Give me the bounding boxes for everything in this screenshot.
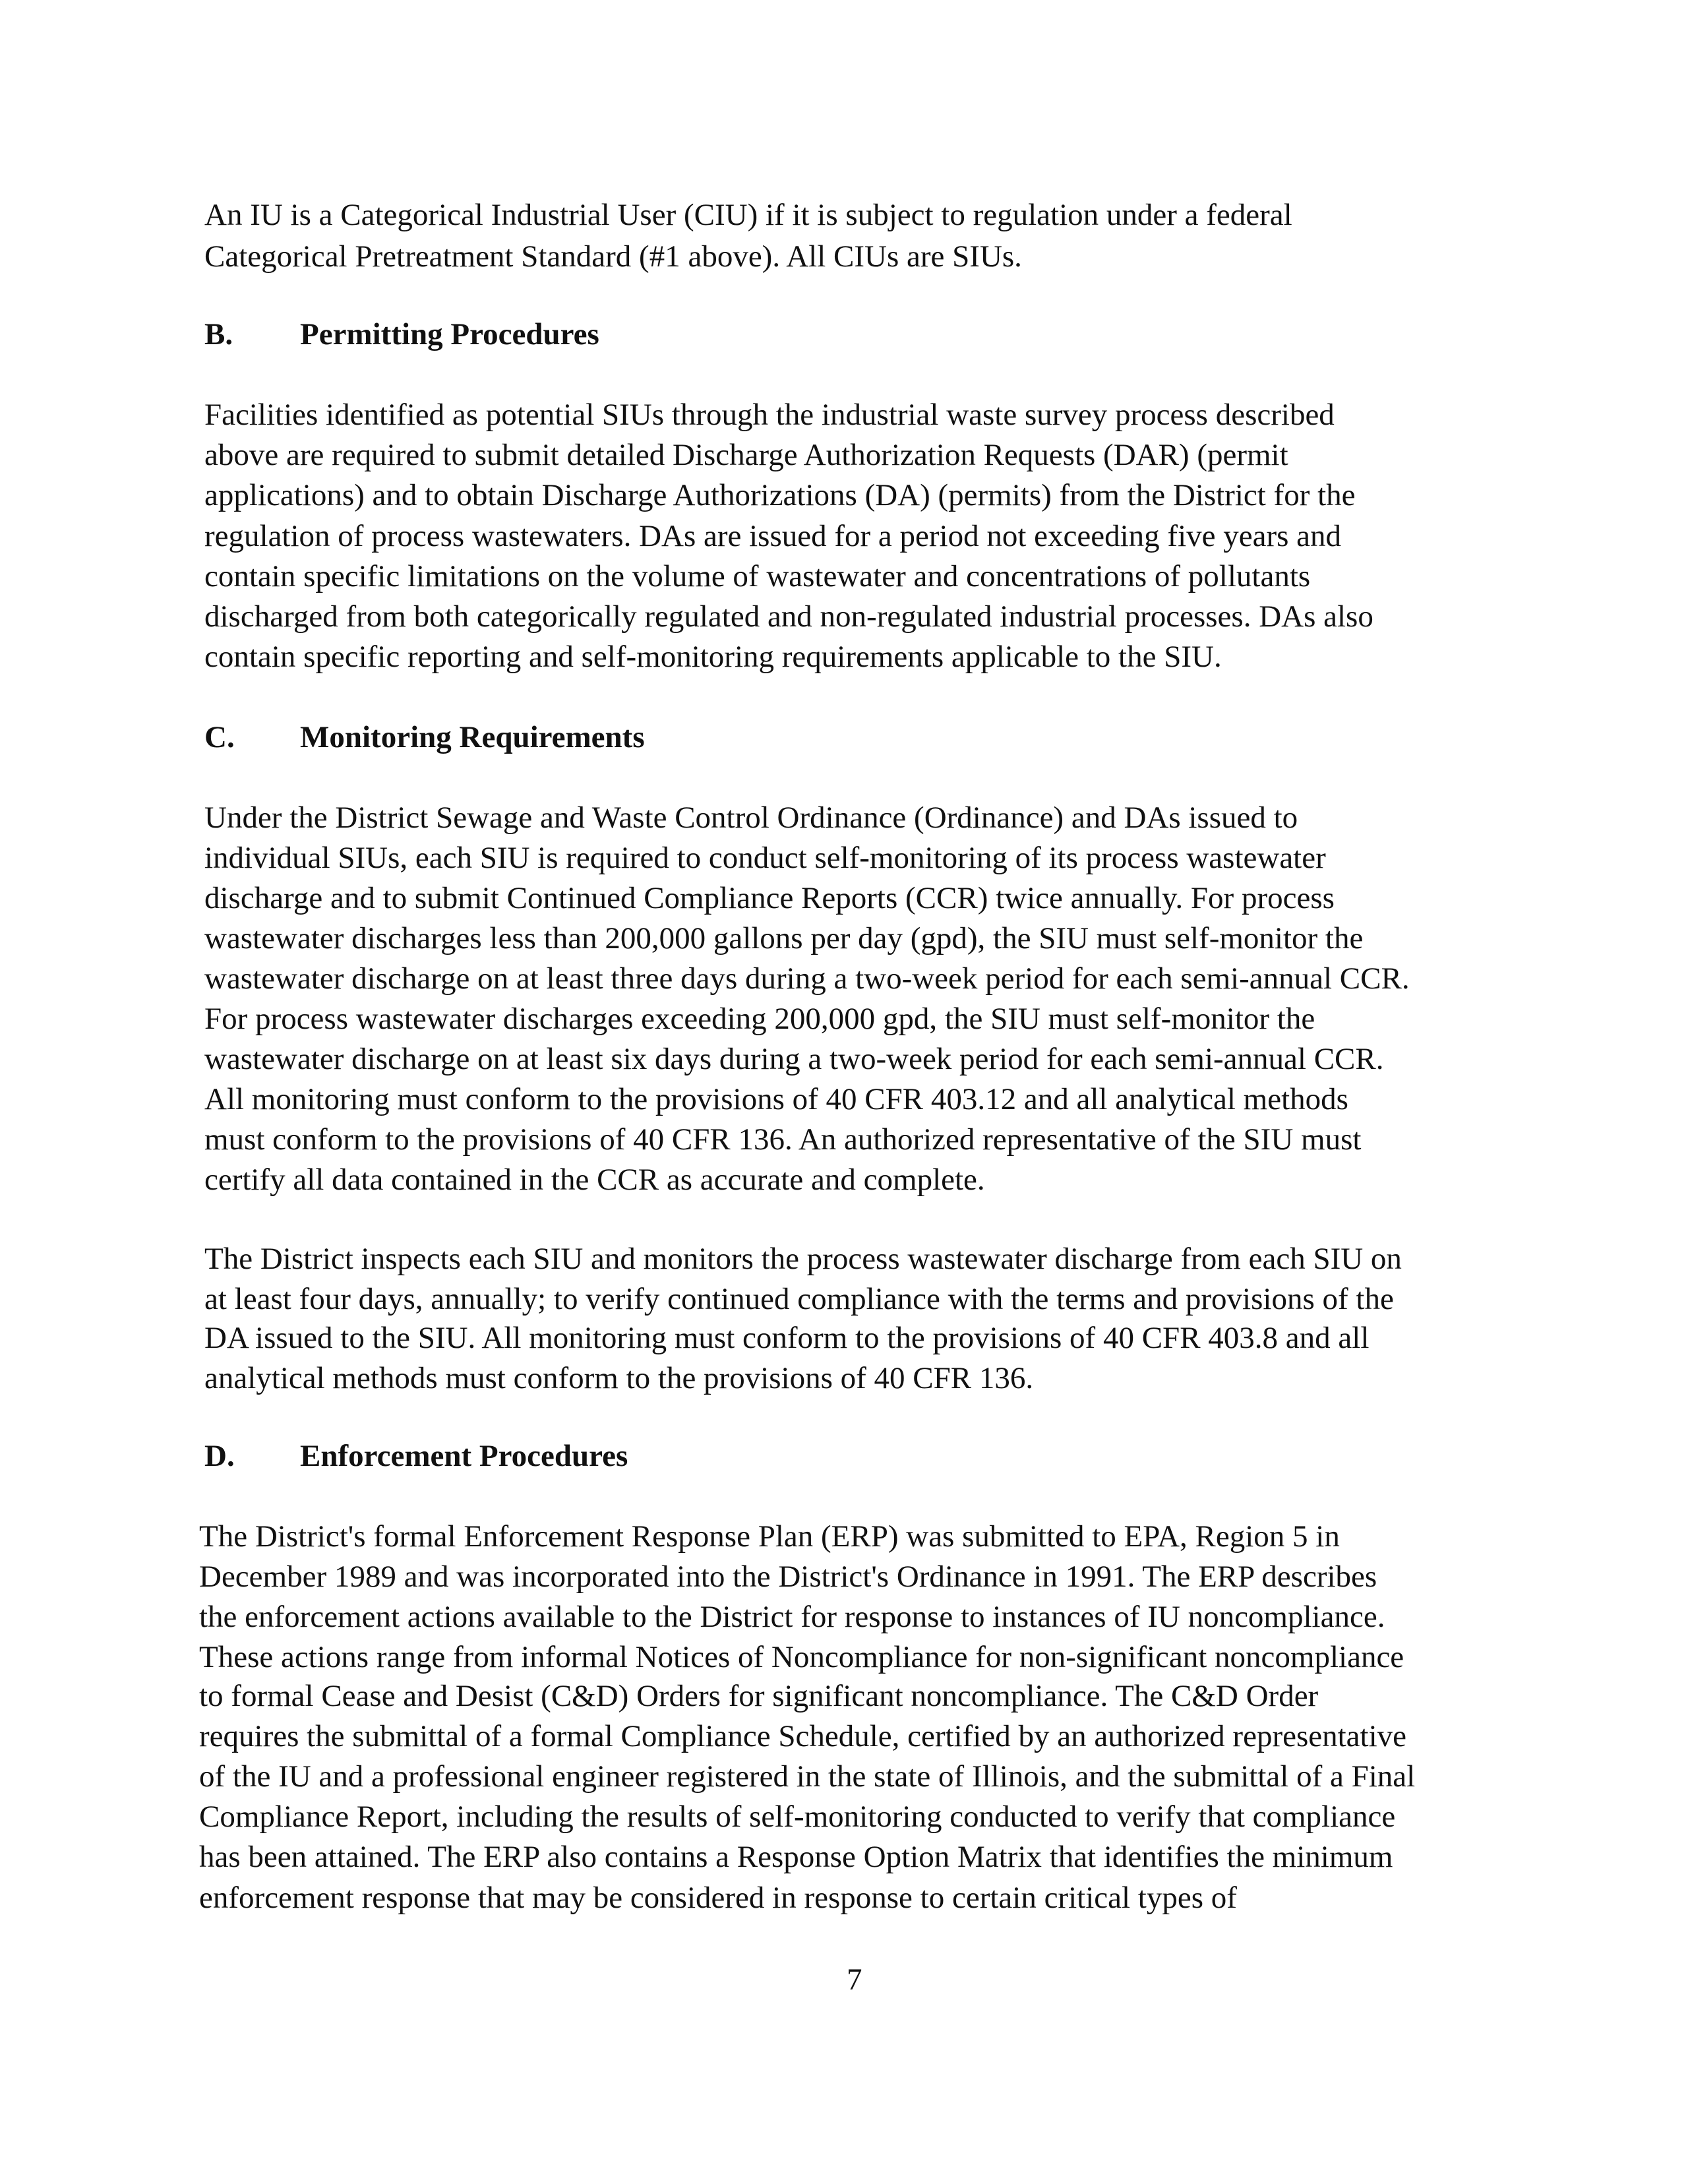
page-number: 7 <box>847 1962 862 1997</box>
text-line: regulation of process wastewaters. DAs are issued for a period not exceeding five years and <box>204 519 1342 553</box>
text-line: wastewater discharge on at least six days during a two-week period for each semi-annual CCR. <box>204 1042 1384 1076</box>
section-letter: B. <box>204 317 233 351</box>
section-heading: Enforcement Procedures <box>300 1439 628 1473</box>
text-line: analytical methods must conform to the provisions of 40 CFR 136. <box>204 1361 1034 1395</box>
text-line: requires the submittal of a formal Compliance Schedule, certified by an authorized representative <box>199 1719 1407 1753</box>
section-heading: Permitting Procedures <box>300 317 599 351</box>
text-line: at least four days, annually; to verify continued compliance with the terms and provisions of the <box>204 1282 1394 1316</box>
text-line: to formal Cease and Desist (C&D) Orders for significant noncompliance. The C&D Order <box>199 1679 1319 1713</box>
text-line: above are required to submit detailed Discharge Authorization Requests (DAR) (permit <box>204 438 1288 472</box>
text-line: Under the District Sewage and Waste Control Ordinance (Ordinance) and DAs issued to <box>204 801 1298 835</box>
text-line: discharged from both categorically regulated and non-regulated industrial processes. DAs also <box>204 599 1373 634</box>
text-line: enforcement response that may be considered in response to certain critical types of <box>199 1881 1237 1915</box>
text-line: contain specific limitations on the volume of wastewater and concentrations of pollutants <box>204 559 1311 593</box>
text-line: All monitoring must conform to the provisions of 40 CFR 403.12 and all analytical methods <box>204 1082 1348 1116</box>
text-line: An IU is a Categorical Industrial User (CIU) if it is subject to regulation under a federal <box>204 198 1292 232</box>
section-heading: Monitoring Requirements <box>300 720 645 754</box>
text-line: The District's formal Enforcement Response Plan (ERP) was submitted to EPA, Region 5 in <box>199 1519 1340 1554</box>
text-line: The District inspects each SIU and monitors the process wastewater discharge from each SIU on <box>204 1242 1402 1276</box>
section-letter: C. <box>204 720 235 754</box>
text-line: contain specific reporting and self-monitoring requirements applicable to the SIU. <box>204 640 1222 674</box>
text-line: DA issued to the SIU. All monitoring must conform to the provisions of 40 CFR 403.8 and all <box>204 1321 1370 1355</box>
text-line: the enforcement actions available to the District for response to instances of IU noncompliance. <box>199 1600 1385 1634</box>
text-line: has been attained. The ERP also contains a Response Option Matrix that identifies the minimum <box>199 1840 1393 1874</box>
text-line: individual SIUs, each SIU is required to conduct self-monitoring of its process wastewater <box>204 841 1326 875</box>
text-line: These actions range from informal Notices of Noncompliance for non-significant noncompliance <box>199 1640 1404 1674</box>
text-line: Categorical Pretreatment Standard (#1 above). All CIUs are SIUs. <box>204 239 1022 274</box>
text-line: must conform to the provisions of 40 CFR 136. An authorized representative of the SIU must <box>204 1122 1362 1157</box>
text-line: wastewater discharges less than 200,000 gallons per day (gpd), the SIU must self-monitor the <box>204 921 1364 956</box>
text-line: discharge and to submit Continued Compliance Reports (CCR) twice annually. For process <box>204 881 1335 915</box>
text-line: Compliance Report, including the results of self-monitoring conducted to verify that compliance <box>199 1800 1396 1834</box>
section-letter: D. <box>204 1439 235 1473</box>
text-line: Facilities identified as potential SIUs through the industrial waste survey process described <box>204 398 1335 432</box>
text-line: December 1989 and was incorporated into the District's Ordinance in 1991. The ERP describes <box>199 1560 1377 1594</box>
text-line: wastewater discharge on at least three days during a two-week period for each semi-annual CCR. <box>204 961 1410 996</box>
text-line: certify all data contained in the CCR as accurate and complete. <box>204 1163 985 1197</box>
text-line: For process wastewater discharges exceeding 200,000 gpd, the SIU must self-monitor the <box>204 1002 1315 1036</box>
text-line: applications) and to obtain Discharge Authorizations (DA) (permits) from the District for the <box>204 478 1356 512</box>
text-line: of the IU and a professional engineer registered in the state of Illinois, and the submittal of a Final <box>199 1759 1416 1794</box>
